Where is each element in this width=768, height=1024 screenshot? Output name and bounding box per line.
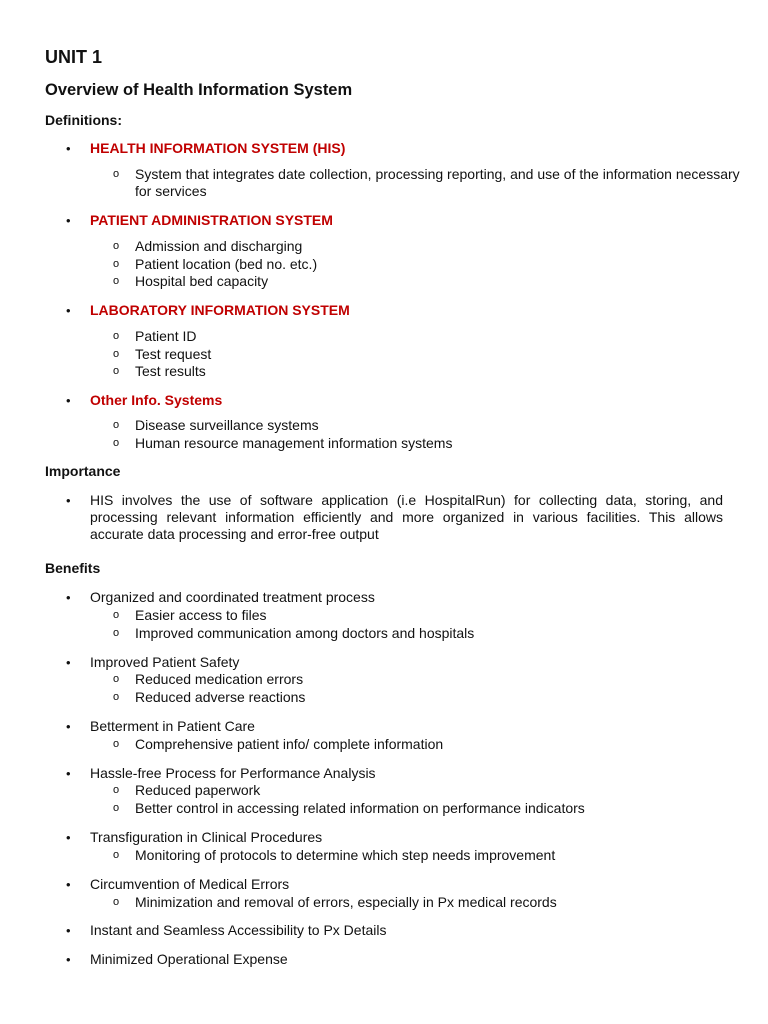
sub-bullet-icon: o — [113, 258, 120, 270]
definition-item: Hospital bed capacity — [135, 273, 269, 289]
sub-bullet-icon: o — [113, 365, 120, 377]
benefit-title: Betterment in Patient Care — [90, 718, 255, 734]
benefit-item: Comprehensive patient info/ complete information — [135, 736, 444, 752]
bullet-icon: • — [66, 877, 71, 892]
benefit-title: Instant and Seamless Accessibility to Px Details — [90, 922, 387, 938]
bullet-icon: • — [66, 766, 71, 781]
definition-item: System that integrates date collection, processing reporting, and use of the information necessary — [135, 166, 740, 182]
sub-bullet-icon: o — [113, 691, 120, 703]
definition-item: Disease surveillance systems — [135, 417, 319, 433]
benefit-title: Hassle-free Process for Performance Analysis — [90, 765, 376, 781]
benefit-item: Monitoring of protocols to determine which step needs improvement — [135, 847, 556, 863]
sub-bullet-icon: o — [113, 240, 120, 252]
page-title: UNIT 1 — [45, 47, 103, 67]
sub-bullet-icon: o — [113, 627, 120, 639]
sub-bullet-icon: o — [113, 330, 120, 342]
benefit-title: Organized and coordinated treatment process — [90, 589, 375, 605]
benefit-item: Easier access to files — [135, 607, 267, 623]
bullet-icon: • — [66, 923, 71, 938]
definition-item: Patient ID — [135, 328, 197, 344]
benefit-item: Improved communication among doctors and hospitals — [135, 625, 475, 641]
definition-item: Human resource management information systems — [135, 435, 453, 451]
benefit-item: Reduced medication errors — [135, 671, 304, 687]
benefit-title: Transfiguration in Clinical Procedures — [90, 829, 323, 845]
sub-bullet-icon: o — [113, 738, 120, 750]
sub-bullet-icon: o — [113, 896, 120, 908]
benefit-title: Improved Patient Safety — [90, 654, 240, 670]
definition-title: LABORATORY INFORMATION SYSTEM — [90, 302, 350, 318]
bullet-icon: • — [66, 141, 71, 156]
definition-item: Patient location (bed no. etc.) — [135, 256, 318, 272]
sub-bullet-icon: o — [113, 849, 120, 861]
sub-bullet-icon: o — [113, 673, 120, 685]
bullet-icon: • — [66, 393, 71, 408]
bullet-icon: • — [66, 952, 71, 967]
benefit-item: Reduced adverse reactions — [135, 689, 306, 705]
bullet-icon: • — [66, 493, 71, 508]
bullet-icon: • — [66, 303, 71, 318]
sub-bullet-icon: o — [113, 437, 120, 449]
sub-bullet-icon: o — [113, 168, 120, 180]
benefit-item: Minimization and removal of errors, especially in Px medical records — [135, 894, 557, 910]
sub-bullet-icon: o — [113, 609, 120, 621]
bullet-icon: • — [66, 213, 71, 228]
sub-bullet-icon: o — [113, 784, 120, 796]
definition-title: PATIENT ADMINISTRATION SYSTEM — [90, 212, 333, 228]
sub-bullet-icon: o — [113, 275, 120, 287]
bullet-icon: • — [66, 590, 71, 605]
definition-title: Other Info. Systems — [90, 392, 223, 408]
definition-item: Test request — [135, 346, 212, 362]
bullet-icon: • — [66, 830, 71, 845]
benefit-title: Minimized Operational Expense — [90, 951, 288, 967]
benefit-item: Better control in accessing related information on performance indicators — [135, 800, 585, 816]
definition-item: Test results — [135, 363, 206, 379]
definitions-heading: Definitions: — [45, 112, 122, 128]
definition-title: HEALTH INFORMATION SYSTEM (HIS) — [90, 140, 346, 156]
bullet-icon: • — [66, 655, 71, 670]
page-subtitle: Overview of Health Information System — [45, 81, 353, 99]
bullet-icon: • — [66, 719, 71, 734]
benefit-title: Circumvention of Medical Errors — [90, 876, 290, 892]
benefits-heading: Benefits — [45, 560, 101, 576]
sub-bullet-icon: o — [113, 419, 120, 431]
importance-paragraph: HIS involves the use of software application (i.e HospitalRun) for collecting data, storing, and processing relevant information efficiently and more organized in various facilities. This allows accurate data processing and error-free output — [90, 492, 723, 542]
definition-item: for services — [135, 183, 207, 199]
importance-heading: Importance — [45, 463, 121, 479]
sub-bullet-icon: o — [113, 802, 120, 814]
definition-item: Admission and discharging — [135, 238, 303, 254]
benefit-item: Reduced paperwork — [135, 782, 261, 798]
sub-bullet-icon: o — [113, 348, 120, 360]
